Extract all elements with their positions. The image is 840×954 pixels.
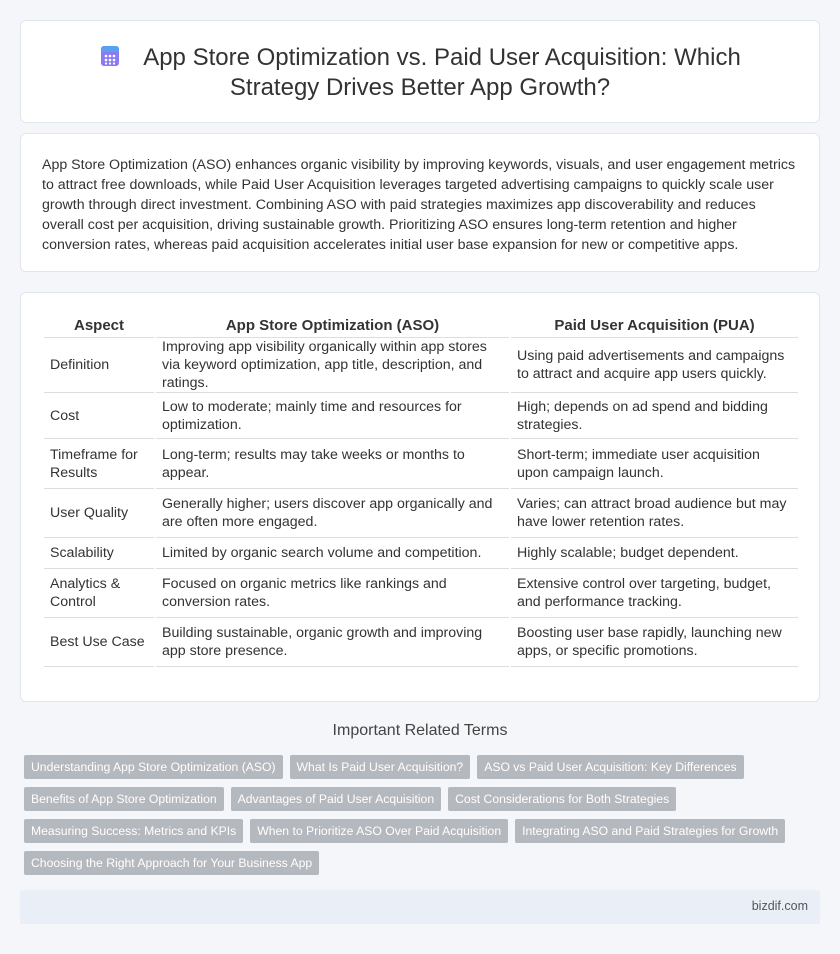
related-term-link[interactable]: Understanding App Store Optimization (ASO): [24, 755, 283, 779]
cell-pua: Highly scalable; budget dependent.: [511, 538, 798, 569]
cell-aso: Improving app visibility organically within app stores via keyword optimization, app title, description, and ratings.: [156, 338, 509, 393]
related-term-link[interactable]: Choosing the Right Approach for Your Business App: [24, 851, 319, 875]
footer: [20, 890, 820, 924]
cell-pua: Boosting user base rapidly, launching new apps, or specific promotions.: [511, 618, 798, 667]
header-aspect: Aspect: [44, 314, 154, 338]
cell-aspect: Cost: [44, 393, 154, 439]
cell-pua: Short-term; immediate user acquisition upon campaign launch.: [511, 439, 798, 489]
table-row: [44, 338, 798, 393]
cell-aso: Generally higher; users discover app organically and are often more engaged.: [156, 489, 509, 538]
cell-aspect: Timeframe for Results: [44, 439, 154, 489]
tag-row: [24, 819, 814, 843]
table-header-row: [44, 314, 798, 338]
cell-aspect: Scalability: [44, 538, 154, 569]
table-row: [44, 439, 798, 489]
cell-pua: Using paid advertisements and campaigns to attract and acquire app users quickly.: [511, 338, 798, 393]
comparison-card: [20, 292, 820, 702]
related-term-link[interactable]: Cost Considerations for Both Strategies: [448, 787, 676, 811]
page-title-text: App Store Optimization vs. Paid User Acquisition: Which Strategy Drives Better App Growth?: [143, 44, 741, 101]
title-card: [20, 20, 820, 123]
related-term-link[interactable]: When to Prioritize ASO Over Paid Acquisition: [250, 819, 508, 843]
table-row: [44, 569, 798, 618]
cell-pua: Extensive control over targeting, budget, and performance tracking.: [511, 569, 798, 618]
summary-text: App Store Optimization (ASO) enhances organic visibility by improving keywords, visuals, and user engagement metrics to attract free downloads, while Paid User Acquisition leverages targeted advertising campaigns to quickly scale user growth through direct investment. Combining ASO with paid strategies maximizes app discoverability and reduces overall cost per acquisition, driving sustainable growth. Prioritizing ASO ensures long-term retention and higher conversion rates, whereas paid acquisition accelerates initial user base expansion for new or competitive apps.: [42, 157, 796, 253]
tag-row: [24, 755, 814, 779]
cell-aso: Building sustainable, organic growth and improving app store presence.: [156, 618, 509, 667]
table-row: [44, 489, 798, 538]
cell-aspect: Best Use Case: [44, 618, 154, 667]
comparison-table: [42, 314, 800, 667]
related-term-link[interactable]: Measuring Success: Metrics and KPIs: [24, 819, 243, 843]
tag-row: [24, 787, 814, 811]
related-term-link[interactable]: Advantages of Paid User Acquisition: [231, 787, 441, 811]
footer-site-link[interactable]: bizdif.com: [751, 899, 808, 913]
related-term-link[interactable]: ASO vs Paid User Acquisition: Key Differences: [477, 755, 743, 779]
cell-aso: Low to moderate; mainly time and resources for optimization.: [156, 393, 509, 439]
tag-row: [24, 851, 814, 875]
cell-aspect: Analytics & Control: [44, 569, 154, 618]
cell-pua: High; depends on ad spend and bidding strategies.: [511, 393, 798, 439]
header-aso: App Store Optimization (ASO): [156, 314, 509, 338]
cell-pua: Varies; can attract broad audience but may have lower retention rates.: [511, 489, 798, 538]
related-term-link[interactable]: Integrating ASO and Paid Strategies for Growth: [515, 819, 785, 843]
related-term-link[interactable]: Benefits of App Store Optimization: [24, 787, 224, 811]
summary-card: [20, 133, 820, 272]
cell-aspect: Definition: [44, 338, 154, 393]
related-terms-heading: Important Related Terms: [332, 722, 508, 739]
table-row: [44, 538, 798, 569]
cell-aso: Limited by organic search volume and competition.: [156, 538, 509, 569]
cell-aspect: User Quality: [44, 489, 154, 538]
page-title: [21, 43, 819, 103]
header-pua: Paid User Acquisition (PUA): [511, 314, 798, 338]
table-row: [44, 393, 798, 439]
related-terms-list: [24, 755, 814, 883]
cell-aso: Long-term; results may take weeks or months to appear.: [156, 439, 509, 489]
table-row: [44, 618, 798, 667]
calculator-icon: [99, 45, 121, 67]
related-term-link[interactable]: What Is Paid User Acquisition?: [290, 755, 471, 779]
cell-aso: Focused on organic metrics like rankings and conversion rates.: [156, 569, 509, 618]
